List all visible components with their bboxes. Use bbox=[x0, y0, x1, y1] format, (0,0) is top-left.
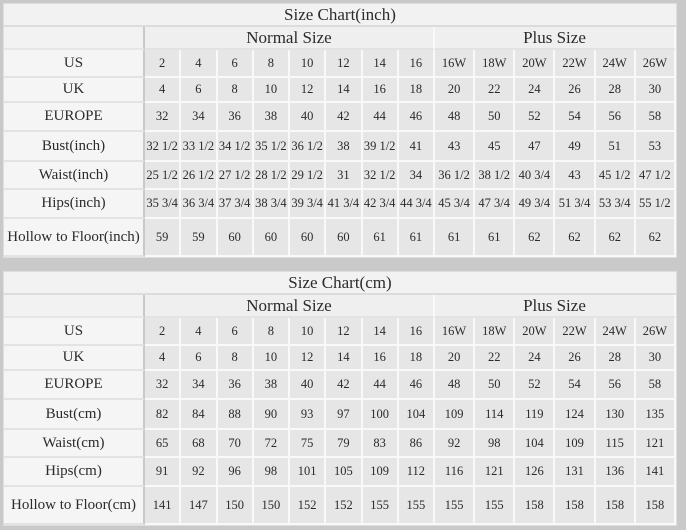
plus-size-header: Plus Size bbox=[435, 295, 676, 318]
table-cell: 47 3/4 bbox=[475, 190, 515, 219]
table-cell: 6 bbox=[181, 346, 217, 371]
table-cell: 42 3/4 bbox=[363, 190, 399, 219]
table-cell: 42 bbox=[326, 371, 362, 400]
table-cell: 68 bbox=[181, 430, 217, 458]
table-cell: 65 bbox=[145, 430, 181, 458]
table-cell: 60 bbox=[326, 219, 362, 257]
table-cell: 96 bbox=[218, 458, 254, 487]
table-cell: 53 3/4 bbox=[596, 190, 636, 219]
table-cell: 152 bbox=[290, 487, 326, 525]
table-cell: 75 bbox=[290, 430, 326, 458]
table-cell: 126 bbox=[515, 458, 555, 487]
table-title: Size Chart(cm) bbox=[4, 272, 676, 295]
table-cell: 158 bbox=[636, 487, 676, 525]
table-cell: 43 bbox=[555, 162, 595, 190]
table-cell: 70 bbox=[218, 430, 254, 458]
table-cell: 61 bbox=[475, 219, 515, 257]
table-cell: 60 bbox=[254, 219, 290, 257]
table-cell: 18 bbox=[399, 78, 435, 103]
table-cell: 44 bbox=[363, 103, 399, 132]
table-cell: 10 bbox=[254, 78, 290, 103]
table-cell: 8 bbox=[254, 318, 290, 346]
table-cell: 38 3/4 bbox=[254, 190, 290, 219]
table-cell: 104 bbox=[399, 400, 435, 430]
table-cell: 36 1/2 bbox=[435, 162, 475, 190]
table-cell: 45 1/2 bbox=[596, 162, 636, 190]
table-cell: 150 bbox=[254, 487, 290, 525]
table-cell: 121 bbox=[475, 458, 515, 487]
table-cell: 28 1/2 bbox=[254, 162, 290, 190]
table-cell: 39 1/2 bbox=[363, 132, 399, 162]
table-cell: 10 bbox=[290, 318, 326, 346]
table-cell: 20W bbox=[515, 50, 555, 78]
table-cell: 34 1/2 bbox=[218, 132, 254, 162]
table-cell: 2 bbox=[145, 50, 181, 78]
table-cell: 49 3/4 bbox=[515, 190, 555, 219]
table-cell: 35 3/4 bbox=[145, 190, 181, 219]
table-cell: 155 bbox=[399, 487, 435, 525]
table-cell: 61 bbox=[435, 219, 475, 257]
table-cell: 83 bbox=[363, 430, 399, 458]
table-cell: 55 1/2 bbox=[636, 190, 676, 219]
table-cell: 158 bbox=[555, 487, 595, 525]
row-label: Bust(cm) bbox=[4, 400, 145, 430]
corner-blank-cell bbox=[4, 295, 145, 318]
table-cell: 28 bbox=[596, 78, 636, 103]
table-cell: 79 bbox=[326, 430, 362, 458]
table-cell: 16 bbox=[399, 318, 435, 346]
table-cell: 34 bbox=[181, 103, 217, 132]
table-cell: 8 bbox=[218, 78, 254, 103]
table-cell: 24W bbox=[596, 318, 636, 346]
table-cell: 98 bbox=[475, 430, 515, 458]
table-cell: 26 bbox=[555, 346, 595, 371]
table-cell: 60 bbox=[218, 219, 254, 257]
table-cell: 141 bbox=[145, 487, 181, 525]
table-cell: 6 bbox=[181, 78, 217, 103]
row-label: Hollow to Floor(cm) bbox=[4, 487, 145, 525]
table-cell: 90 bbox=[254, 400, 290, 430]
row-label: Bust(inch) bbox=[4, 132, 145, 162]
plus-size-header: Plus Size bbox=[435, 27, 676, 50]
table-cell: 20 bbox=[435, 78, 475, 103]
table-cell: 109 bbox=[555, 430, 595, 458]
table-cell: 43 bbox=[435, 132, 475, 162]
table-cell: 24W bbox=[596, 50, 636, 78]
table-cell: 16W bbox=[435, 318, 475, 346]
table-cell: 112 bbox=[399, 458, 435, 487]
table-cell: 6 bbox=[218, 318, 254, 346]
table-cell: 10 bbox=[290, 50, 326, 78]
table-cell: 98 bbox=[254, 458, 290, 487]
table-cell: 42 bbox=[326, 103, 362, 132]
table-cell: 4 bbox=[145, 346, 181, 371]
normal-size-header: Normal Size bbox=[145, 27, 435, 50]
corner-blank-cell bbox=[4, 27, 145, 50]
table-cell: 16 bbox=[363, 346, 399, 371]
table-cell: 61 bbox=[363, 219, 399, 257]
table-cell: 46 bbox=[399, 103, 435, 132]
table-cell: 100 bbox=[363, 400, 399, 430]
table-cell: 36 bbox=[218, 371, 254, 400]
table-cell: 158 bbox=[596, 487, 636, 525]
table-cell: 86 bbox=[399, 430, 435, 458]
table-cell: 50 bbox=[475, 103, 515, 132]
table-cell: 36 1/2 bbox=[290, 132, 326, 162]
table-cell: 12 bbox=[290, 346, 326, 371]
table-cell: 155 bbox=[475, 487, 515, 525]
table-cell: 44 bbox=[363, 371, 399, 400]
table-cell: 158 bbox=[515, 487, 555, 525]
table-cell: 52 bbox=[515, 371, 555, 400]
table-cell: 39 3/4 bbox=[290, 190, 326, 219]
table-cell: 28 bbox=[596, 346, 636, 371]
table-cell: 14 bbox=[326, 78, 362, 103]
table-cell: 93 bbox=[290, 400, 326, 430]
table-cell: 32 1/2 bbox=[363, 162, 399, 190]
table-cell: 62 bbox=[636, 219, 676, 257]
table-cell: 45 bbox=[475, 132, 515, 162]
table-cell: 47 bbox=[515, 132, 555, 162]
table-cell: 18W bbox=[475, 318, 515, 346]
table-cell: 91 bbox=[145, 458, 181, 487]
table-cell: 88 bbox=[218, 400, 254, 430]
table-cell: 2 bbox=[145, 318, 181, 346]
table-cell: 40 bbox=[290, 103, 326, 132]
row-label: UK bbox=[4, 78, 145, 103]
table-cell: 45 3/4 bbox=[435, 190, 475, 219]
table-cell: 41 bbox=[399, 132, 435, 162]
table-cell: 8 bbox=[218, 346, 254, 371]
table-cell: 49 bbox=[555, 132, 595, 162]
row-label: Waist(inch) bbox=[4, 162, 145, 190]
table-cell: 14 bbox=[363, 318, 399, 346]
table-cell: 25 1/2 bbox=[145, 162, 181, 190]
table-cell: 12 bbox=[326, 318, 362, 346]
table-cell: 30 bbox=[636, 346, 676, 371]
table-cell: 58 bbox=[636, 103, 676, 132]
table-cell: 36 bbox=[218, 103, 254, 132]
table-cell: 60 bbox=[290, 219, 326, 257]
table-cell: 97 bbox=[326, 400, 362, 430]
table-title: Size Chart(inch) bbox=[4, 4, 676, 27]
table-cell: 26W bbox=[636, 318, 676, 346]
table-cell: 22W bbox=[555, 318, 595, 346]
table-cell: 52 bbox=[515, 103, 555, 132]
table-cell: 114 bbox=[475, 400, 515, 430]
table-cell: 141 bbox=[636, 458, 676, 487]
row-label: US bbox=[4, 50, 145, 78]
table-cell: 51 3/4 bbox=[555, 190, 595, 219]
table-cell: 12 bbox=[326, 50, 362, 78]
table-cell: 38 bbox=[254, 371, 290, 400]
table-cell: 58 bbox=[636, 371, 676, 400]
table-cell: 22W bbox=[555, 50, 595, 78]
table-cell: 31 bbox=[326, 162, 362, 190]
row-label: EUROPE bbox=[4, 371, 145, 400]
table-cell: 92 bbox=[435, 430, 475, 458]
row-label: Hips(inch) bbox=[4, 190, 145, 219]
table-cell: 38 bbox=[326, 132, 362, 162]
table-cell: 24 bbox=[515, 346, 555, 371]
table-cell: 20 bbox=[435, 346, 475, 371]
table-cell: 56 bbox=[596, 103, 636, 132]
table-cell: 50 bbox=[475, 371, 515, 400]
table-cell: 136 bbox=[596, 458, 636, 487]
table-cell: 14 bbox=[363, 50, 399, 78]
table-cell: 150 bbox=[218, 487, 254, 525]
table-cell: 47 1/2 bbox=[636, 162, 676, 190]
table-cell: 152 bbox=[326, 487, 362, 525]
table-cell: 59 bbox=[145, 219, 181, 257]
table-cell: 34 bbox=[181, 371, 217, 400]
table-cell: 56 bbox=[596, 371, 636, 400]
table-cell: 61 bbox=[399, 219, 435, 257]
table-cell: 53 bbox=[636, 132, 676, 162]
table-cell: 4 bbox=[145, 78, 181, 103]
table-cell: 18W bbox=[475, 50, 515, 78]
table-cell: 26 bbox=[555, 78, 595, 103]
table-cell: 72 bbox=[254, 430, 290, 458]
table-cell: 46 bbox=[399, 371, 435, 400]
table-cell: 92 bbox=[181, 458, 217, 487]
table-cell: 59 bbox=[181, 219, 217, 257]
table-cell: 16 bbox=[363, 78, 399, 103]
size-chart-cm-table bbox=[4, 272, 676, 525]
table-cell: 14 bbox=[326, 346, 362, 371]
table-cell: 147 bbox=[181, 487, 217, 525]
table-cell: 20W bbox=[515, 318, 555, 346]
table-cell: 37 3/4 bbox=[218, 190, 254, 219]
table-cell: 24 bbox=[515, 78, 555, 103]
table-cell: 40 3/4 bbox=[515, 162, 555, 190]
table-cell: 104 bbox=[515, 430, 555, 458]
table-cell: 38 1/2 bbox=[475, 162, 515, 190]
table-cell: 41 3/4 bbox=[326, 190, 362, 219]
row-label: Waist(cm) bbox=[4, 430, 145, 458]
table-cell: 32 bbox=[145, 103, 181, 132]
table-cell: 121 bbox=[636, 430, 676, 458]
table-cell: 48 bbox=[435, 371, 475, 400]
table-cell: 115 bbox=[596, 430, 636, 458]
table-cell: 27 1/2 bbox=[218, 162, 254, 190]
table-cell: 30 bbox=[636, 78, 676, 103]
table-cell: 62 bbox=[555, 219, 595, 257]
table-cell: 116 bbox=[435, 458, 475, 487]
row-label: UK bbox=[4, 346, 145, 371]
table-cell: 82 bbox=[145, 400, 181, 430]
table-cell: 22 bbox=[475, 78, 515, 103]
table-cell: 32 bbox=[145, 371, 181, 400]
table-cell: 29 1/2 bbox=[290, 162, 326, 190]
table-cell: 62 bbox=[515, 219, 555, 257]
table-cell: 18 bbox=[399, 346, 435, 371]
normal-size-header: Normal Size bbox=[145, 295, 435, 318]
table-cell: 48 bbox=[435, 103, 475, 132]
table-cell: 109 bbox=[435, 400, 475, 430]
table-cell: 155 bbox=[435, 487, 475, 525]
table-cell: 62 bbox=[596, 219, 636, 257]
table-cell: 84 bbox=[181, 400, 217, 430]
table-cell: 16W bbox=[435, 50, 475, 78]
row-label: EUROPE bbox=[4, 103, 145, 132]
table-cell: 26W bbox=[636, 50, 676, 78]
table-cell: 109 bbox=[363, 458, 399, 487]
table-cell: 38 bbox=[254, 103, 290, 132]
table-cell: 32 1/2 bbox=[145, 132, 181, 162]
table-cell: 35 1/2 bbox=[254, 132, 290, 162]
table-cell: 130 bbox=[596, 400, 636, 430]
table-cell: 135 bbox=[636, 400, 676, 430]
table-cell: 40 bbox=[290, 371, 326, 400]
table-cell: 33 1/2 bbox=[181, 132, 217, 162]
table-cell: 8 bbox=[254, 50, 290, 78]
table-cell: 4 bbox=[181, 50, 217, 78]
table-cell: 131 bbox=[555, 458, 595, 487]
table-cell: 44 3/4 bbox=[399, 190, 435, 219]
table-cell: 12 bbox=[290, 78, 326, 103]
table-cell: 101 bbox=[290, 458, 326, 487]
table-cell: 26 1/2 bbox=[181, 162, 217, 190]
table-cell: 119 bbox=[515, 400, 555, 430]
table-cell: 105 bbox=[326, 458, 362, 487]
row-label: US bbox=[4, 318, 145, 346]
table-cell: 16 bbox=[399, 50, 435, 78]
table-cell: 54 bbox=[555, 103, 595, 132]
table-cell: 54 bbox=[555, 371, 595, 400]
table-cell: 10 bbox=[254, 346, 290, 371]
table-cell: 22 bbox=[475, 346, 515, 371]
table-cell: 51 bbox=[596, 132, 636, 162]
row-label: Hips(cm) bbox=[4, 458, 145, 487]
table-cell: 34 bbox=[399, 162, 435, 190]
table-cell: 6 bbox=[218, 50, 254, 78]
table-cell: 36 3/4 bbox=[181, 190, 217, 219]
table-cell: 155 bbox=[363, 487, 399, 525]
size-chart-inch-table bbox=[4, 4, 676, 257]
table-cell: 124 bbox=[555, 400, 595, 430]
table-cell: 4 bbox=[181, 318, 217, 346]
row-label: Hollow to Floor(inch) bbox=[4, 219, 145, 257]
